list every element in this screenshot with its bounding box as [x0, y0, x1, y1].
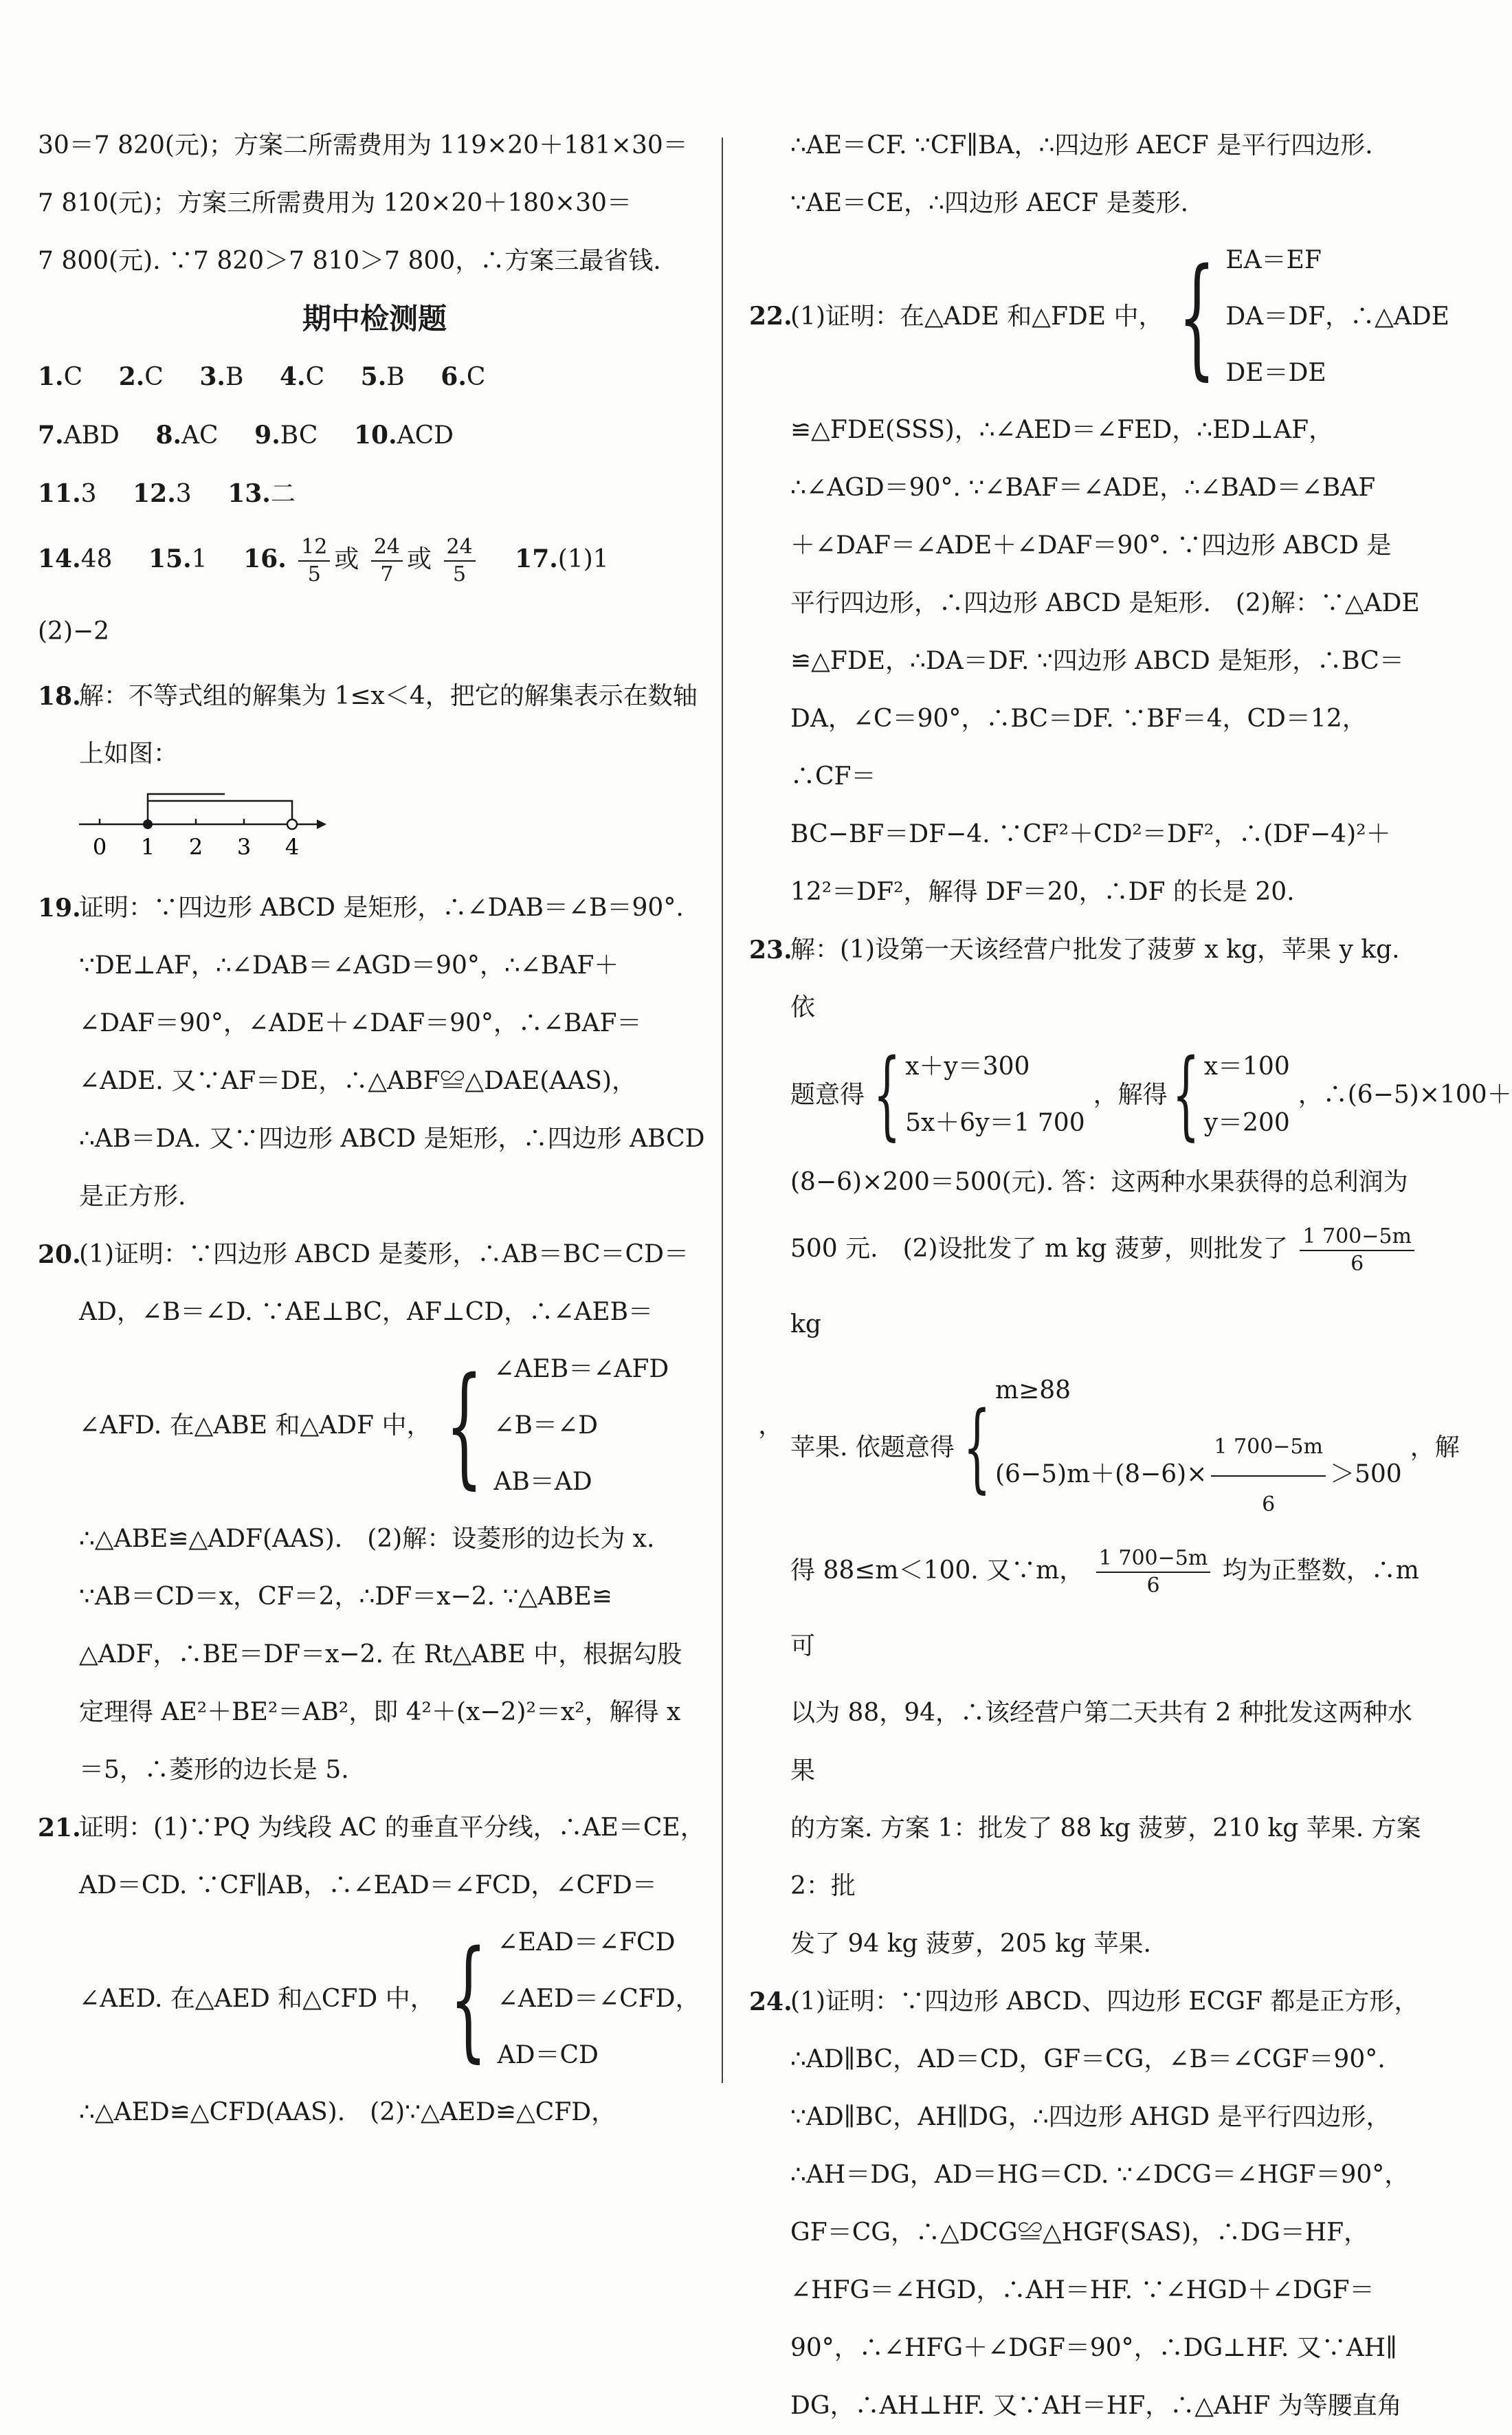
question-23: 23. 解：(1)设第一天该经营户批发了菠萝 x kg，苹果 y kg. 依 题意得 { x＋y＝300 5x＋6y＝1 700 ，解得 { x＝100 y＝200 ，∴(6−5)×100＋ (8−6)×200＝500(元). 答：这两种水果获得的总利润为 500 元. (2)设批发了 m kg 菠萝，则批发了 $\frac{1 700-5m}{6}$ kg 苹果. 依题意得 { m≥88 (6−5)m＋(8−6)× $\frac{1 700-5m}{6}$ ＞500 ，解 得 88≤m＜100. 又∵m， $\frac{1 700-5m}{6}$ 均为正整数，∴m 可 以为 88，94，∴该经营户第二天共有 2 种批发这两种水果 的方案. 方案 1：批发了 88 kg 菠萝，210 kg 苹果. 方案 2：批 发了 94 kg 菠萝，205 kg 苹果.: [749, 936, 1512, 1958]
fraction: $\frac{24}{7}$: [371, 534, 403, 588]
intro-line: 7 800(元). ∵7 820＞7 810＞7 800，∴方案三最省钱.: [38, 247, 661, 275]
question-18: 18. 解：不等式组的解集为 1≤x＜4，把它的解集表示在数轴 上如图：: [38, 682, 698, 768]
equation-system: 题意得 { x＋y＝300 5x＋6y＝1 700 ，解得 { x＝100 y＝200 ，∴(6−5)×100＋: [790, 1039, 1512, 1151]
tick-label: 4: [285, 834, 300, 860]
answer-row-3: 11.3 12.3 13.二: [38, 479, 296, 508]
equation-system: (1)证明：在△ADE 和△FDE 中， { EA＝EF DA＝DF，∴△ADE DE＝DE: [790, 241, 1449, 393]
tick-label: 1: [140, 834, 155, 860]
column-divider: [722, 137, 723, 2083]
question-21: 21. 证明：(1)∵PQ 为线段 AC 的垂直平分线，∴AE＝CE， AD＝CD. ∵CF∥AB，∴∠EAD＝∠FCD，∠CFD＝ ∠AED. 在△AED 和△CFD 中， { ∠EAD＝∠FCD ∠AED＝∠CFD， AD＝CD ∴△AED≌△CFD(AAS). (2)∵△AED≌△CFD，: [38, 1799, 711, 2141]
tick-label: 3: [236, 834, 252, 860]
question-19: 19. 证明：∵四边形 ABCD 是矩形，∴∠DAB＝∠B＝90°. ∵DE⊥AF，∴∠DAB＝∠AGD＝90°，∴∠BAF＋ ∠DAF＝90°，∠ADE＋∠DAF＝90°，∴∠BAF＝ ∠ADE. 又∵AF＝DE，∴△ABF≌△DAE(AAS)， ∴AB＝DA. 又∵四边形 ABCD 是矩形，∴四边形 ABCD 是正方形.: [38, 894, 705, 1211]
number-line: [79, 783, 368, 879]
axis-arrow: [317, 819, 326, 829]
tick-label: 2: [188, 834, 203, 860]
answer-row-2: 7.ABD 8.AC 9.BC 10.ACD: [38, 421, 454, 450]
fraction: $\frac{1 700-5m}{6}$: [1096, 1545, 1211, 1599]
inequality-system: 苹果. 依题意得 { m≥88 (6−5)m＋(8−6)× $\frac{1 700-5m}{6}$ ＞500 ，解: [790, 1363, 1423, 1533]
question-22: 22. (1)证明：在△ADE 和△FDE 中， { EA＝EF DA＝DF，∴△ADE DE＝DE ≌△FDE(SSS)，∴∠AED＝∠FED，∴ED⊥AF， ∴∠AGD＝90°. ∵∠BAF＝∠ADE，∴∠BAD＝∠BAF ＋∠DAF＝∠ADE＋∠DAF＝90°. ∵四边形 ABCD 是 平行四边形，∴四边形 ABCD 是矩形. (2)解：∵△ADE ≌△FDE，∴DA＝DF. ∵四边形 ABCD 是矩形，∴BC＝ DA，∠C＝90°，∴BC＝DF. ∵BF＝4，CD＝12，∴CF＝ BC−BF＝DF−4. ∵CF²＋CD²＝DF²，∴(DF−4)²＋ 12²＝DF²，解得 DF＝20，∴DF 的长是 20.: [749, 232, 1423, 921]
fraction: $\frac{1 700-5m}{6}$: [1211, 1419, 1326, 1533]
question-24: 24. (1)证明：∵四边形 ABCD、四边形 ECGF 都是正方形， ∴AD∥BC，AD＝CD，GF＝CG，∠B＝∠CGF＝90°. ∵AD∥BC，AH∥DG，∴四边形 AHGD 是平行四边形， ∴AH＝DG，AD＝HG＝CD. ∵∠DCG＝∠HGF＝90°， GF＝CG，∴△DCG≌△HGF(SAS)，∴DG＝HF， ∠HFG＝∠HGD，∴AH＝HF. ∵∠HGD＋∠DGF＝ 90°，∴∠HFG＋∠DGF＝90°，∴DG⊥HF. 又∵AH∥ DG，∴AH⊥HF. 又∵AH＝HF，∴△AHF 为等腰直角: [749, 1987, 1419, 2420]
fraction: $\frac{1 700-5m}{6}$: [1300, 1224, 1414, 1277]
closed-endpoint: [143, 819, 153, 829]
right-column: [749, 117, 1512, 2435]
fraction: $\frac{12}{5}$: [298, 534, 330, 588]
intro-line: 30＝7 820(元)；方案二所需费用为 119×20＋181×30＝: [38, 131, 688, 159]
number-line-figure: [38, 783, 711, 879]
intro-line: 7 810(元)；方案三所需费用为 120×20＋180×30＝: [38, 189, 632, 217]
question-21-continued: ∴AE＝CF. ∵CF∥BA，∴四边形 AECF 是平行四边形. ∵AE＝CE，∴四边形 AECF 是菱形.: [790, 131, 1373, 217]
answer-row-1: 1.C 2.C 3.B 4.C 5.B 6.C: [38, 362, 486, 391]
answer-row-4: 14.48 15.1 16. $\frac{12}{5}$ 或 $\frac{24}{7}$ 或 $\frac{24}{5}$ 17.(1)1 (2)−2: [38, 535, 634, 646]
open-endpoint: [287, 819, 297, 829]
left-column: [38, 117, 783, 2141]
question-20: 20. (1)证明：∵四边形 ABCD 是菱形，∴AB＝BC＝CD＝ AD，∠B＝∠D. ∵AE⊥BC，AF⊥CD，∴∠AEB＝ ∠AFD. 在△ABE 和△ADF 中， { ∠AEB＝∠AFD ∠B＝∠D AB＝AD ， ∴△ABE≌△ADF(AAS). (2)解：设菱形的边长为 x. ∵AB＝CD＝x，CF＝2，∴DF＝x−2. ∵△ABE≌ △ADF，∴BE＝DF＝x−2. 在 Rt△ABE 中，根据勾股 定理得 AE²＋BE²＝AB²，即 4²＋(x−2)²＝x²，解得 x ＝5，∴菱形的边长是 5.: [38, 1240, 783, 1784]
solution-bracket-upper: [148, 794, 225, 801]
equation-system: ∠AFD. 在△ABE 和△ADF 中， { ∠AEB＝∠AFD ∠B＝∠D AB＝AD ，: [79, 1349, 783, 1501]
section-title: 期中检测题: [302, 302, 447, 335]
solution-bracket: [148, 801, 292, 824]
fraction: $\frac{24}{5}$: [444, 534, 476, 588]
tick-label: 0: [92, 834, 107, 860]
equation-system: ∠AED. 在△AED 和△CFD 中， { ∠EAD＝∠FCD ∠AED＝∠CFD， AD＝CD: [79, 1923, 700, 2075]
